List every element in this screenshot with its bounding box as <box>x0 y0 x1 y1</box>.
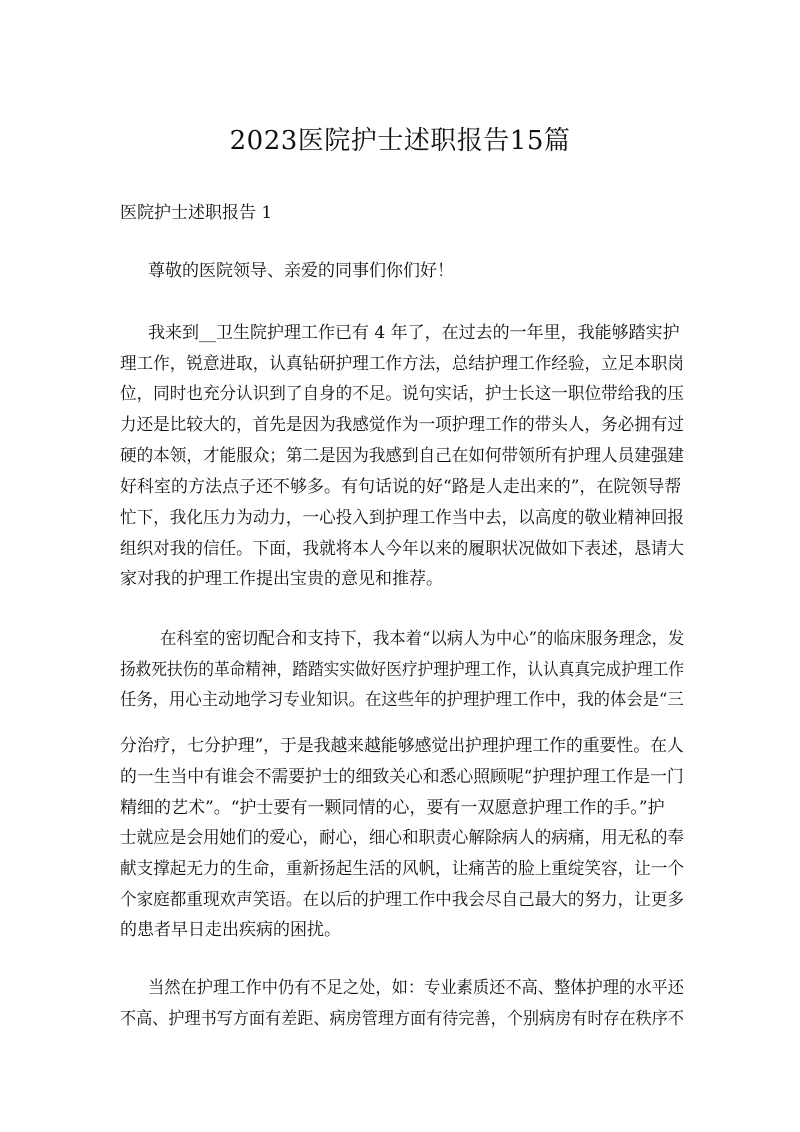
document-title: 2023医院护士述职报告15篇 <box>229 126 571 156</box>
paragraph-line: 家对我的护理工作提出宝贵的意见和推荐。 <box>120 569 443 589</box>
paragraph-line: 理工作，锐意进取，认真钻研护理工作方法，总结护理工作经验，立足本职岗 <box>120 354 685 374</box>
paragraph-line: 好科室的方法点子还不够多。有句话说的好“路是人走出来的”，在院领导帮 <box>120 477 682 497</box>
paragraph-line: 献支撑起无力的生命，重新扬起生活的风帆，让痛苦的脸上重绽笑容，让一个 <box>120 859 685 879</box>
salutation: 尊敬的医院领导、亲爱的同事们你们好！ <box>148 261 454 281</box>
paragraph-line: 当然在护理工作中仍有不足之处，如：专业素质还不高、整体护理的水平还 <box>148 978 684 998</box>
paragraph-line: 忙下，我化压力为动力，一心投入到护理工作当中去，以高度的敬业精神回报 <box>120 508 685 528</box>
section-heading: 医院护士述职报告 1 <box>120 203 273 223</box>
paragraph-line: 在科室的密切配合和支持下，我本着“以病人为中心”的临床服务理念，发 <box>160 629 685 649</box>
paragraph-line: 我来到__卫生院护理工作已有 4 年了，在过去的一年里，我能够踏实护 <box>148 323 680 343</box>
paragraph-line: 的一生当中有谁会不需要护士的细致关心和悉心照顾呢“护理护理工作是一门 <box>120 767 684 787</box>
paragraph-line: 士就应是会用她们的爱心，耐心，细心和职责心解除病人的病痛，用无私的奉 <box>120 828 685 848</box>
paragraph-line: 组织对我的信任。下面，我就将本人今年以来的履职状况做如下表述，恳请大 <box>120 539 685 559</box>
paragraph-line: 力还是比较大的，首先是因为我感觉作为一项护理工作的带头人，务必拥有过 <box>120 415 685 435</box>
paragraph-line: 分治疗，七分护理”，于是我越来越能够感觉出护理护理工作的重要性。在人 <box>120 736 684 756</box>
paragraph-line: 精细的艺术”。“护士要有一颗同情的心，要有一双愿意护理工作的手。”护 <box>120 798 665 818</box>
paragraph-line: 的患者早日走出疾病的困扰。 <box>120 920 341 940</box>
paragraph-line: 个家庭都重现欢声笑语。在以后的护理工作中我会尽自己最大的努力，让更多 <box>120 890 685 910</box>
paragraph-line: 硬的本领，才能服众；第二是因为我感到自己在如何带领所有护理人员建强建 <box>120 446 685 466</box>
paragraph-line: 扬救死扶伤的革命精神，踏踏实实做好医疗护理护理工作，认认真真完成护理工作 <box>120 660 685 680</box>
paragraph-line: 位，同时也充分认识到了自身的不足。说句实话，护士长这一职位带给我的压 <box>120 384 685 404</box>
paragraph-line: 不高、护理书写方面有差距、病房管理方面有待完善，个别病房有时存在秩序不 <box>120 1009 685 1029</box>
paragraph-line: 任务，用心主动地学习专业知识。在这些年的护理护理工作中，我的体会是“三 <box>120 690 684 710</box>
